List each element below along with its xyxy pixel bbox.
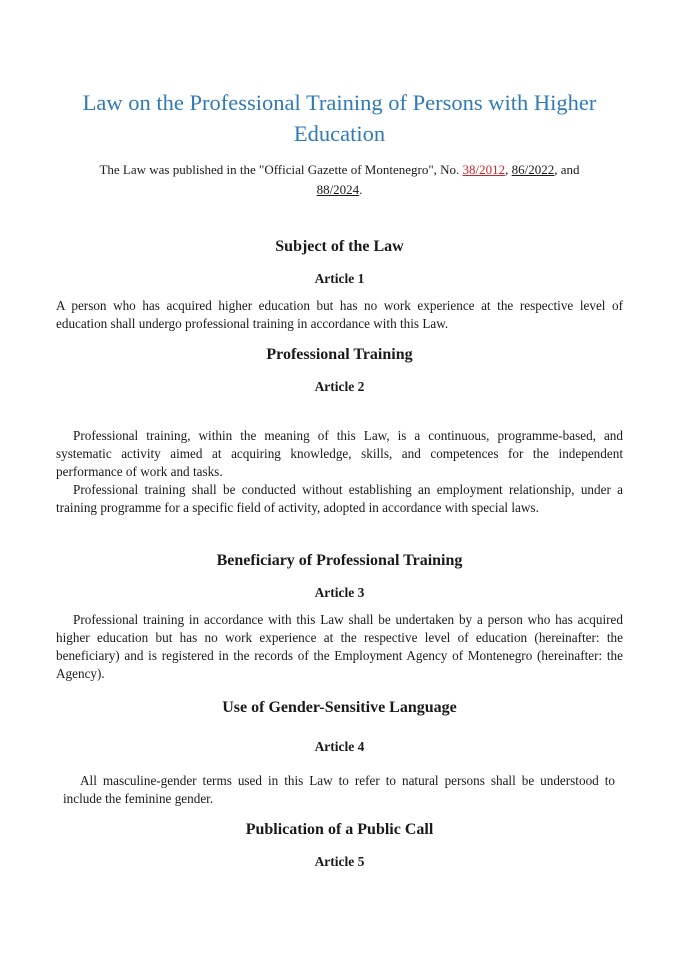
section-heading-public-call: Publication of a Public Call — [245, 821, 434, 838]
section-heading-professional-training: Professional Training — [266, 346, 413, 363]
article-5-label: Article 5 — [314, 854, 365, 869]
separator: , and — [554, 162, 580, 177]
article-3-paragraph-1: Professional training in accordance with this Law shall be undertaken by a person who has acquired higher education but has no work experience at the respective level of education (hereinafter: the beneficiary) and is registered in the records of the Employment Agency of Montenegro (hereinafter: the Agency). — [56, 612, 623, 681]
article-3-label: Article 3 — [314, 585, 365, 600]
gazette-link-86-2022[interactable]: 86/2022 — [511, 162, 555, 177]
section-heading-beneficiary: Beneficiary of Professional Training — [216, 552, 463, 569]
article-1-label: Article 1 — [314, 271, 365, 286]
document-title: Law on the Professional Training of Persons with Higher Education — [82, 90, 597, 146]
section-heading-gender-sensitive-language: Use of Gender-Sensitive Language — [222, 699, 457, 716]
article-4-label: Article 4 — [314, 739, 365, 754]
article-2-paragraph-2: Professional training shall be conducted without establishing an employment relationship, under a training programme for a specific field of activity, adopted in accordance with special laws. — [56, 482, 623, 515]
article-2-label: Article 2 — [314, 379, 365, 394]
gazette-link-88-2024[interactable]: 88/2024 — [316, 182, 360, 197]
separator: , — [505, 162, 512, 177]
article-2-paragraph-1: Professional training, within the meaning of this Law, is a continuous, programme-based, and systematic activity aimed at acquiring knowledge, skills, and competences for the independent performance of work and tasks. — [56, 428, 623, 479]
article-4-paragraph-1: All masculine-gender terms used in this Law to refer to natural persons shall be understood to include the feminine gender. — [63, 773, 615, 806]
publication-note — [60, 160, 619, 200]
gazette-link-38-2012[interactable]: 38/2012 — [462, 162, 506, 177]
publication-prefix: The Law was published in the "Official Gazette of Montenegro", No. — [99, 162, 463, 177]
article-1-paragraph-1: A person who has acquired higher education but has no work experience at the respective level of education shall undergo professional training in accordance with this Law. — [56, 298, 623, 331]
separator: . — [359, 182, 363, 197]
section-heading-subject: Subject of the Law — [275, 238, 404, 255]
